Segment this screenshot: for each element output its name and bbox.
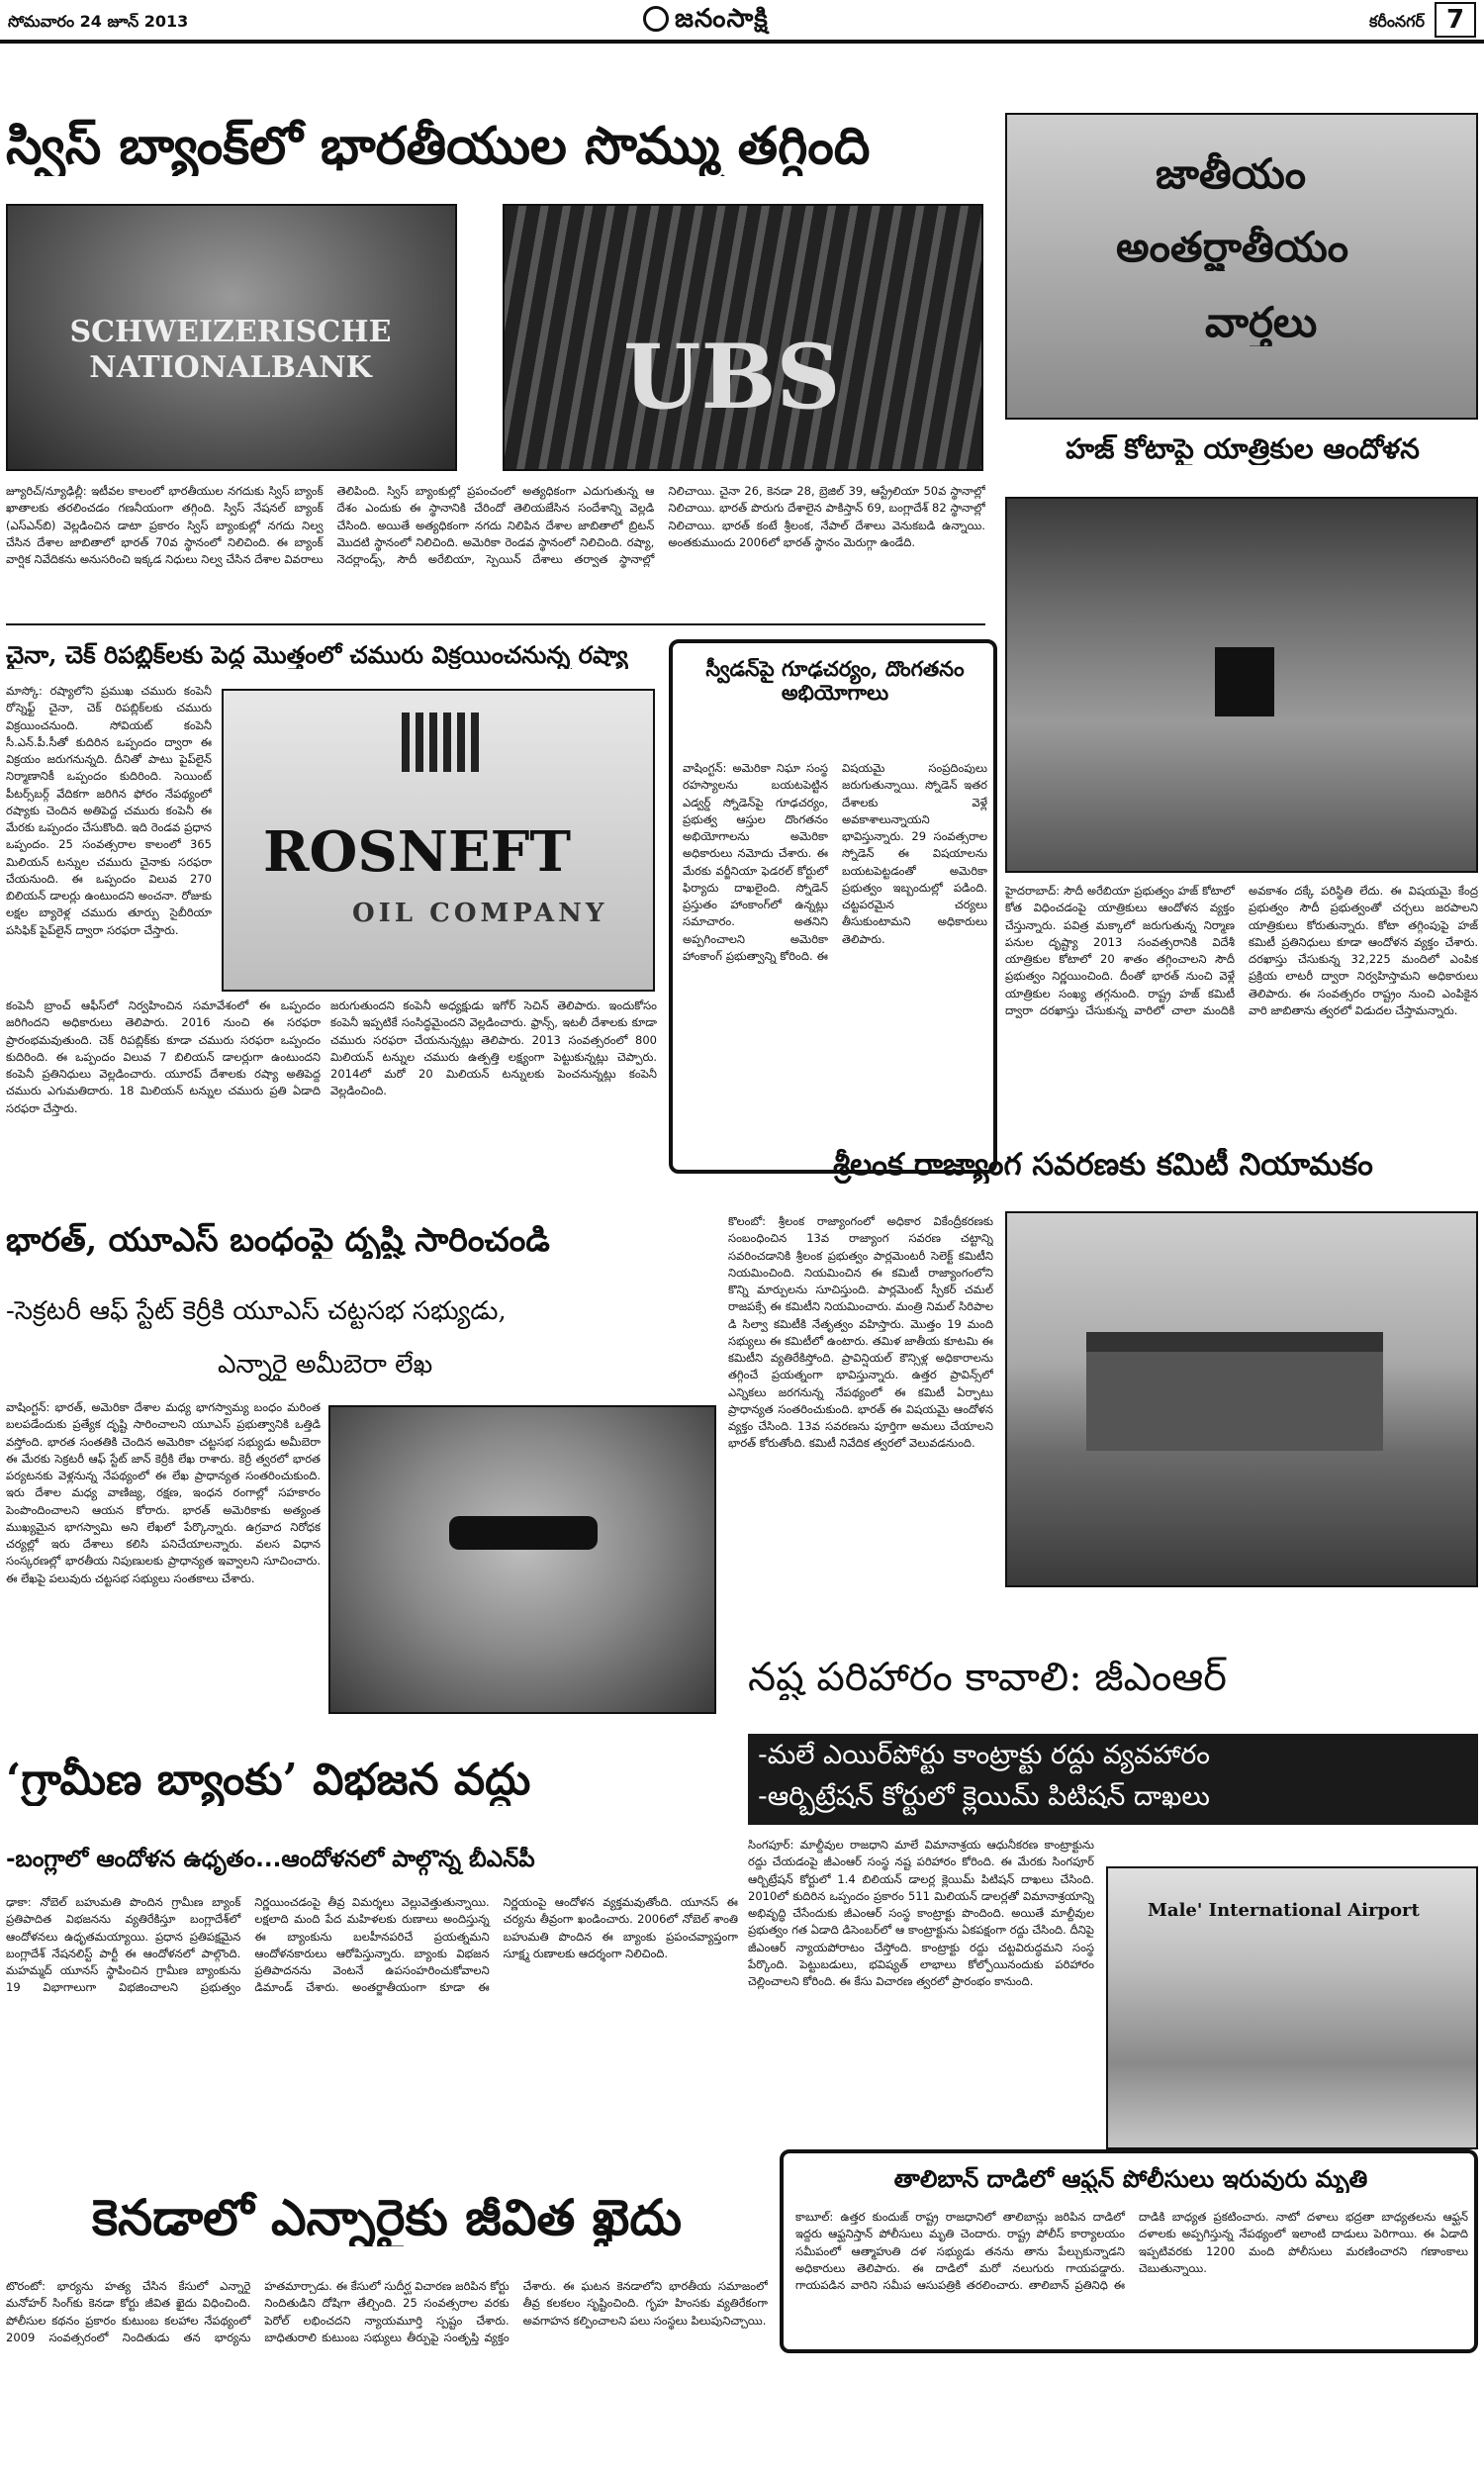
building-shape (1086, 1332, 1383, 1451)
gmr-article: సింగపూర్: మాల్దీవుల రాజధాని మాలే విమానాశ్రయ ఆధునీకరణ కాంట్రాక్టును రద్దు చేయడంపై జీఎంఆర్ సంస్థ నష్ట పరిహారం కోరింది. ఈ మేరకు సింగపూర్ ఆర్బిట్రేషన్ కోర్టులో 1.4 బిలియన్ డాలర్ల క్లెయిమ్ పిటిషన్ దాఖలు చేసింది. 2010లో కుదిరిన ఒప్పందం ప్రకారం 511 మిలియన్ డాలర్లతో విమానాశ్రయాన్ని అభివృద్ధి చేసేందుకు జీఎంఆర్ సంస్థ కాంట్రాక్టు పొందింది. అయితే మాల్దీవుల ప్రభుత్వం గత ఏడాది డిసెంబర్‌లో ఆ కాంట్రాక్టును ఏకపక్షంగా రద్దు చేసింది. దీనిపై జీఎంఆర్ న్యాయపోరాటం చేస్తోంది. కాంట్రాక్టు రద్దు చట్టవిరుద్ధమని సంస్థ పేర్కొంది. పెట్టుబడులు, భవిష్యత్ లాభాలు కోల్పోయినందుకు పరిహారం చెల్లించాలని కోరింది. ఈ కేసు విచారణ త్వరలో ప్రారంభం కానుంది. (748, 1838, 1094, 1988)
masthead (0, 0, 1484, 44)
canada-headline: కెనడాలో ఎన్నారైకు జీవిత ఖైదు (91, 2189, 683, 2246)
male-airport-photo (1106, 1866, 1478, 2149)
banner-line-2: అంతర్జాతీయం (1116, 224, 1349, 271)
russia-article-right: జరుగుతుందని కంపెనీ అధ్యక్షుడు ఇగోర్ సెచిన్ తెలిపారు. ఇందుకోసం కంపెనీ ఇప్పటికే సంసిద్ధమైందని వెల్లడించారు. ఫ్రాన్స్, ఇటలీ దేశాలకు కూడా చమురు సరఫరా చేయనున్నట్లు తెలిపారు. 2013 సంవత్సరంలో 800 మిలియన్ టన్నుల చమురు ఉత్పత్తి లక్ష్యంగా పెట్టుకున్నట్లు చెప్పారు. 2014లో మరో 20 మిలియన్ టన్నులకు పెంచనున్నట్లు కంపెనీ వెల్లడించింది. (330, 999, 657, 1098)
paper-logo (643, 4, 769, 40)
ubs-photo (503, 204, 983, 471)
grameena-subhead: -బంగ్లాలో ఆందోళన ఉధృతం...ఆందోళనలో పాల్గొన్న బీఎన్‌పీ (6, 1847, 535, 1872)
rosneft-logo-icon (402, 713, 481, 772)
ami-bera-photo (328, 1405, 716, 1714)
bank-sign-text: SCHWEIZERISCHE NATIONALBANK (69, 315, 392, 385)
rosneft-brand: ROSNEFT (263, 819, 572, 885)
issue-date: సోమవారం 24 జూన్ 2013 (8, 12, 189, 31)
canada-article: టొరంటో: భార్యను హత్య చేసిన కేసులో ఎన్నారై మనోహర్ సింగ్‌కు కెనడా కోర్టు జీవిత ఖైదు విధించింది. పోలీసుల కథనం ప్రకారం కుటుంబ కలహాల నేపథ్యంలో 2009 సంవత్సరంలో నిందితుడు తన భార్యను హతమార్చాడు. ఈ కేసులో సుదీర్ఘ విచారణ జరిపిన కోర్టు నిందితుడిని దోషిగా తేల్చింది. 25 సంవత్సరాల వరకు పెరోల్ లభించదని న్యాయమూర్తి స్పష్టం చేశారు. బాధితురాలి కుటుంబ సభ్యులు తీర్పుపై సంతృప్తి వ్యక్తం చేశారు. ఈ ఘటన కెనడాలోని భారతీయ సమాజంలో తీవ్ర కలకలం సృష్టించింది. గృహ హింసకు వ్యతిరేకంగా అవగాహన కల్పించాలని పలు సంస్థలు పిలుపునిచ్చాయి. (6, 2279, 768, 2344)
usindia-subhead-2: ఎన్నారై అమీబెరా లేఖ (218, 1350, 433, 1380)
edition-place: కరీంనగర్ (1368, 12, 1425, 31)
usindia-headline: భారత్, యూఎస్ బంధంపై దృష్టి సారించండి (6, 1221, 550, 1259)
paper-name: జనంసాక్షి (675, 4, 769, 34)
sunglasses-shape (449, 1516, 598, 1550)
rosneft-photo (222, 689, 655, 992)
hajj-article: హైదరాబాద్: సౌదీ అరేబియా ప్రభుత్వం హజ్ కోటాలో కోత విధించడంపై యాత్రికులు ఆందోళన వ్యక్తం చేస్తున్నారు. పవిత్ర మక్కాలో జరుగుతున్న నిర్మాణ పనుల దృష్ట్యా 2013 సంవత్సరానికి విదేశీ యాత్రికుల కోటాలో 20 శాతం తగ్గించాలని సౌదీ ప్రభుత్వం నిర్ణయించింది. దీంతో భారత్ నుంచి వెళ్లే యాత్రికుల సంఖ్య తగ్గనుంది. రాష్ట్ర హజ్ కమిటీ ద్వారా దరఖాస్తు చేసుకున్న వారిలో చాలా మందికి అవకాశం దక్కే పరిస్థితి లేదు. ఈ విషయమై కేంద్ర ప్రభుత్వం సౌదీ ప్రభుత్వంతో చర్చలు జరపాలని యాత్రికులు కోరుతున్నారు. కోటా తగ్గింపుపై హజ్ కమిటీ ప్రతినిధులు కూడా ఆందోళన వ్యక్తం చేశారు. దరఖాస్తు చేసుకున్న 32,225 మందిలో ఎంపిక ప్రక్రియ లాటరీ ద్వారా నిర్వహిస్తామని అధికారులు తెలిపారు. ఈ సంవత్సరం రాష్ట్రం నుంచి ఎంపికైన వారి జాబితాను త్వరలో విడుదల చేస్తామన్నారు. (1005, 884, 1478, 1017)
taliban-headline: తాలిబాన్ దాడిలో ఆఫ్ఘన్ పోలీసులు ఇరువురు మృతి (893, 2165, 1368, 2193)
grameena-headline: ‘గ్రామీణ బ్యాంకు’ విభజన వద్దు (6, 1756, 531, 1805)
mecca-photo (1005, 497, 1478, 873)
ubs-sign-text: UBS (623, 325, 841, 429)
srilanka-parliament-photo (1005, 1211, 1478, 1587)
gmr-subhead-1: -మలే ఎయిర్‌పోర్టు కాంట్రాక్టు రద్దు వ్యవహారం (758, 1740, 1210, 1770)
banner-line-3: వార్తలు (1205, 299, 1318, 346)
srilanka-article: కొలంబో: శ్రీలంక రాజ్యాంగంలో అధికార వికేంద్రీకరణకు సంబంధించిన 13వ రాజ్యాంగ సవరణ చట్టాన్ని సవరించడానికి శ్రీలంక ప్రభుత్వం పార్లమెంటరీ సెలెక్ట్ కమిటీని నియమించింది. నియమించిన ఈ కమిటీ రాజ్యాంగంలోని కొన్ని మార్పులను సూచిస్తుంది. పార్లమెంట్ స్పీకర్ చమల్ రాజపక్సే ఈ కమిటీని నియమించారు. మంత్రి నిమల్ సిరిపాల డి సిల్వా కమిటీకి నేతృత్వం వహిస్తారు. మొత్తం 19 మంది సభ్యులు ఈ కమిటీలో ఉంటారు. తమిళ జాతీయ కూటమి ఈ కమిటీని వ్యతిరేకిస్తోంది. ప్రావిన్షియల్ కౌన్సిళ్ల అధికారాలను తగ్గించే ప్రయత్నంగా భావిస్తున్నారు. ఉత్తర ప్రావిన్స్‌లో ఎన్నికలు జరగనున్న నేపథ్యంలో ఈ కమిటీ ఏర్పాటు ప్రాధాన్యత సంతరించుకుంది. భారత్ ఈ విషయమై ఆందోళన వ్యక్తం చేసింది. 13వ సవరణను పూర్తిగా అమలు చేయాలని భారత్ కోరుతోంది. కమిటీ నివేదిక త్వరలో వెలువడనుంది. (728, 1214, 993, 1451)
hajj-headline: హజ్ కోటాపై యాత్రికుల ఆందోళన (1066, 433, 1420, 465)
kaaba-shape (1215, 647, 1274, 716)
swiss-headline: స్విస్ బ్యాంక్‌లో భారతీయుల సొమ్ము తగ్గింది (6, 117, 871, 176)
russia-article-left: మాస్కో: రష్యాలోని ప్రముఖ చమురు కంపెనీ రోస్నెఫ్ట్ చైనా, చెక్ రిపబ్లిక్‌లకు చమురు విక్రయించనుంది. సోవియట్ కంపెనీ సీ.ఎన్.పీ.సీతో కుదిరిన ఒప్పందం ద్వారా ఈ విక్రయం జరుగనున్నది. దీనితో పాటు పైప్‌లైన్ నిర్మాణానికీ ఒప్పందం కుదిరింది. సెయింట్ పీటర్స్‌బర్గ్ వేదికగా జరిగిన ఫోరం నేపథ్యంలో రష్యాకు చెందిన అతిపెద్ద చమురు కంపెనీ ఈ మేరకు ఒప్పందం చేసుకొంది. ఇది రెండవ ప్రధాన ఒప్పందం. 25 సంవత్సరాల కాలంలో 365 మిలియన్ టన్నుల చమురు చైనాకు సరఫరా చేయనుంది. ఈ ఒప్పందం విలువ 270 బిలియన్ డాలర్లు ఉంటుందని అంచనా. రోజుకు లక్షల బ్యారెళ్ల చమురు తూర్పు సైబీరియా పసిఫిక్ పైప్‌లైన్ ద్వారా సరఫరా చేస్తారు. (6, 684, 212, 937)
gmr-headline: నష్ట పరిహారం కావాలి: జీఎంఆర్ (748, 1655, 1227, 1700)
usindia-subhead-1: -సెక్రటరీ ఆఫ్ స్టేట్ కెర్రీకి యూఎస్ చట్టసభ సభ్యుడు, (6, 1296, 507, 1326)
srilanka-headline: శ్రీలంక రాజ్యాంగ సవరణకు కమిటీ నియామకం (833, 1148, 1373, 1183)
sweden-headline: స్వీడన్‌పై గూఢచర్యం, దొంగతనం అభియోగాలు (705, 657, 965, 706)
page-number: 7 (1435, 2, 1476, 38)
russia-headline: చైనా, చెక్ రిపబ్లిక్‌లకు పెద్ద మొత్తంలో చమురు విక్రయించనున్న రష్యా (6, 641, 628, 669)
sweden-box (669, 639, 997, 1174)
gmr-subhead-bar (748, 1734, 1478, 1825)
usindia-article: వాషింగ్టన్: భారత్, అమెరికా దేశాల మధ్య భాగస్వామ్య బంధం మరింత బలపడేందుకు ప్రత్యేక దృష్టి సారించాలని యూఎస్ ప్రభుత్వానికి ఒత్తిడి వస్తోంది. భారత సంతతికి చెందిన అమెరికా చట్టసభ సభ్యుడు అమీబెరా ఈ మేరకు సెక్రటరీ ఆఫ్ స్టేట్ జాన్ కెర్రీకి లేఖ రాశారు. కెర్రీ త్వరలో భారత పర్యటనకు వెళ్లనున్న నేపథ్యంలో ఈ లేఖ ప్రాధాన్యత సంతరించుకుంది. ఇరు దేశాల మధ్య వాణిజ్య, రక్షణ, ఇంధన రంగాల్లో సహకారం పెంపొందించాలని ఆయన కోరారు. భారత్ అమెరికాకు అత్యంత ముఖ్యమైన భాగస్వామి అని లేఖలో పేర్కొన్నారు. ఉగ్రవాద నిరోధక చర్యల్లో ఇరు దేశాలు కలిసి పనిచేయాలన్నారు. వలస విధాన సంస్కరణల్లో భారతీయ నిపుణులకు ప్రాధాన్యత ఇవ్వాలని సూచించారు. ఈ లేఖపై పలువురు చట్టసభ సభ్యులు సంతకాలు చేశారు. (6, 1400, 321, 1585)
logo-icon (643, 6, 669, 32)
swiss-national-bank-photo (6, 204, 457, 471)
airport-sign-text: Male' International Airport (1148, 1900, 1420, 1921)
grameena-article: ఢాకా: నోబెల్ బహుమతి పొందిన గ్రామీణ బ్యాంక్ ప్రతిపాదిత విభజనను వ్యతిరేకిస్తూ బంగ్లాదేశ్‌లో ఆందోళనలు ఉధృతమయ్యాయి. ప్రధాన ప్రతిపక్షమైన బంగ్లాదేశ్ నేషనలిస్ట్ పార్టీ ఈ ఆందోళనలో పాల్గొంది. మహమ్మద్ యూనస్ స్థాపించిన గ్రామీణ బ్యాంకును 19 విభాగాలుగా విభజించాలని ప్రభుత్వం నిర్ణయించడంపై తీవ్ర విమర్శలు వెల్లువెత్తుతున్నాయి. లక్షలాది మంది పేద మహిళలకు రుణాలు అందిస్తున్న ఈ బ్యాంకును బలహీనపరిచే ప్రయత్నమని ఆందోళనకారులు ఆరోపిస్తున్నారు. బ్యాంకు విభజన ప్రతిపాదనను వెంటనే ఉపసంహరించుకోవాలని డిమాండ్ చేశారు. అంతర్జాతీయంగా కూడా ఈ నిర్ణయంపై ఆందోళన వ్యక్తమవుతోంది. యూనస్ ఈ చర్యను తీవ్రంగా ఖండించారు. 2006లో నోబెల్ శాంతి బహుమతి పొందిన ఈ బ్యాంకు ప్రపంచవ్యాప్తంగా సూక్ష్మ రుణాలకు ఆదర్శంగా నిలిచింది. (6, 1895, 738, 1995)
taliban-box (780, 2149, 1478, 2353)
section-banner (1005, 113, 1478, 420)
russia-article-mid: కంపెనీ బ్రాంచ్ ఆఫీస్‌లో నిర్వహించిన సమావేశంలో ఈ ఒప్పందం జరిగిందని అధికారులు తెలిపారు. 2016 నుంచి ఈ సరఫరా ప్రారంభమవుతుంది. చెక్ రిపబ్లిక్‌కు కూడా చమురు సరఫరా ఒప్పందం కుదిరింది. ఈ ఒప్పందం విలువ 7 బిలియన్ డాలర్లుగా ఉంటుందని కంపెనీ ప్రతినిధులు వెల్లడించారు. యూరప్ దేశాలకు రష్యా అతిపెద్ద చమురు ఎగుమతిదారు. 18 మిలియన్ టన్నుల చమురు ప్రతి ఏడాది సరఫరా చేస్తారు. (6, 999, 321, 1115)
rosneft-subtitle: OIL COMPANY (352, 899, 608, 928)
gmr-subhead-2: -ఆర్బిట్రేషన్ కోర్టులో క్లెయిమ్ పిటిషన్ దాఖలు (758, 1781, 1210, 1812)
banner-line-1: జాతీయం (1156, 150, 1307, 198)
sweden-article: వాషింగ్టన్: అమెరికా నిఘా సంస్థ రహస్యాలను బయటపెట్టిన ఎడ్వర్డ్ స్నోడెన్‌పై గూఢచర్యం, ప్రభుత్వ ఆస్తుల దొంగతనం అభియోగాలను అమెరికా అధికారులు నమోదు చేశారు. ఈ మేరకు వర్జీనియా ఫెడరల్ కోర్టులో ఫిర్యాదు దాఖలైంది. స్నోడెన్ ప్రస్తుతం హాంకాంగ్‌లో ఉన్నట్లు సమాచారం. అతనిని అప్పగించాలని అమెరికా హాంకాంగ్ ప్రభుత్వాన్ని కోరింది. ఈ విషయమై సంప్రదింపులు జరుగుతున్నాయి. స్నోడెన్ ఇతర దేశాలకు వెళ్లే అవకాశాలున్నాయని భావిస్తున్నారు. 29 సంవత్సరాల స్నోడెన్ ఈ విషయాలను బయటపెట్టడంతో అమెరికా ప్రభుత్వం ఇబ్బందుల్లో పడింది. చట్టపరమైన చర్యలు తీసుకుంటామని అధికారులు తెలిపారు. (683, 761, 987, 963)
divider (6, 623, 985, 625)
taliban-article: కాబూల్: ఉత్తర కుందుజ్ రాష్ట్ర రాజధానిలో తాలిబాన్లు జరిపిన దాడిలో ఇద్దరు ఆఫ్ఘనిస్తాన్ పోలీసులు మృతి చెందారు. రాష్ట్ర పోలీస్ కార్యాలయం సమీపంలో ఆత్మాహుతి దళ సభ్యుడు తనను తాను పేల్చుకున్నాడని అధికారులు తెలిపారు. ఈ దాడిలో మరో నలుగురు గాయపడ్డారు. గాయపడిన వారిని సమీప ఆసుపత్రికి తరలించారు. తాలిబాన్ ప్రతినిధి ఈ దాడికి బాధ్యత ప్రకటించారు. నాటో దళాలు భద్రతా బాధ్యతలను ఆఫ్ఘన్ దళాలకు అప్పగిస్తున్న నేపథ్యంలో ఇలాంటి దాడులు పెరిగాయి. ఈ ఏడాది ఇప్పటివరకు 1200 మంది పోలీసులు మరణించారని గణాంకాలు చెబుతున్నాయి. (795, 2210, 1468, 2292)
swiss-article: జ్యూరిచ్/న్యూఢిల్లీ: ఇటీవల కాలంలో భారతీయుల నగదుకు స్విస్ బ్యాంక్ ఖాతాలకు తరలించడం గణనీయంగా తగ్గింది. స్విస్ నేషనల్ బ్యాంక్ (ఎస్ఎన్‌బి) వెల్లడించిన డాటా ప్రకారం స్విస్ బ్యాంకుల్లో నగదు నిల్వ చేసిన దేశాల జాబితాలో భారత్ 70వ స్థానంలో నిలిచింది. ఈ బ్యాంక్ వార్షిక నివేదికను అనుసరించి ఇక్కడ నిధులు నిల్వ చేసిన దేశాల వివరాలు తెలిపింది. స్విస్ బ్యాంకుల్లో ప్రపంచంలో అత్యధికంగా ఎదుగుతున్న ఆ దేశం ఎందుకు ఈ స్థానానికి చేరిందో తెలియజేసిన సందేశాన్ని వెల్లడి చేసింది. అయితే అత్యధికంగా నగదు నిలిపిన దేశాల జాబితాలో బ్రిటన్ మొదటి స్థానంలో నిలిచింది. అమెరికా రెండవ స్థానంలో నిలిచింది. రష్యా, నెదర్లాండ్స్, సౌదీ అరేబియా, స్పెయిన్ దేశాలు తర్వాత స్థానాల్లో నిలిచాయి. చైనా 26, కెనడా 28, బ్రెజిల్ 39, ఆస్ట్రేలియా 50వ స్థానాల్లో నిలిచాయి. భారత్ పొరుగు దేశాలైన పాకిస్తాన్ 69, బంగ్లాదేశ్ 82 స్థానాల్లో నిలిచాయి. భారత్ కంటే శ్రీలంక, నేపాల్ దేశాలు వెనుకబడి ఉన్నాయి. అంతకుముందు 2006లో భారత్ స్థానం మెరుగ్గా ఉండేది. (6, 484, 985, 566)
